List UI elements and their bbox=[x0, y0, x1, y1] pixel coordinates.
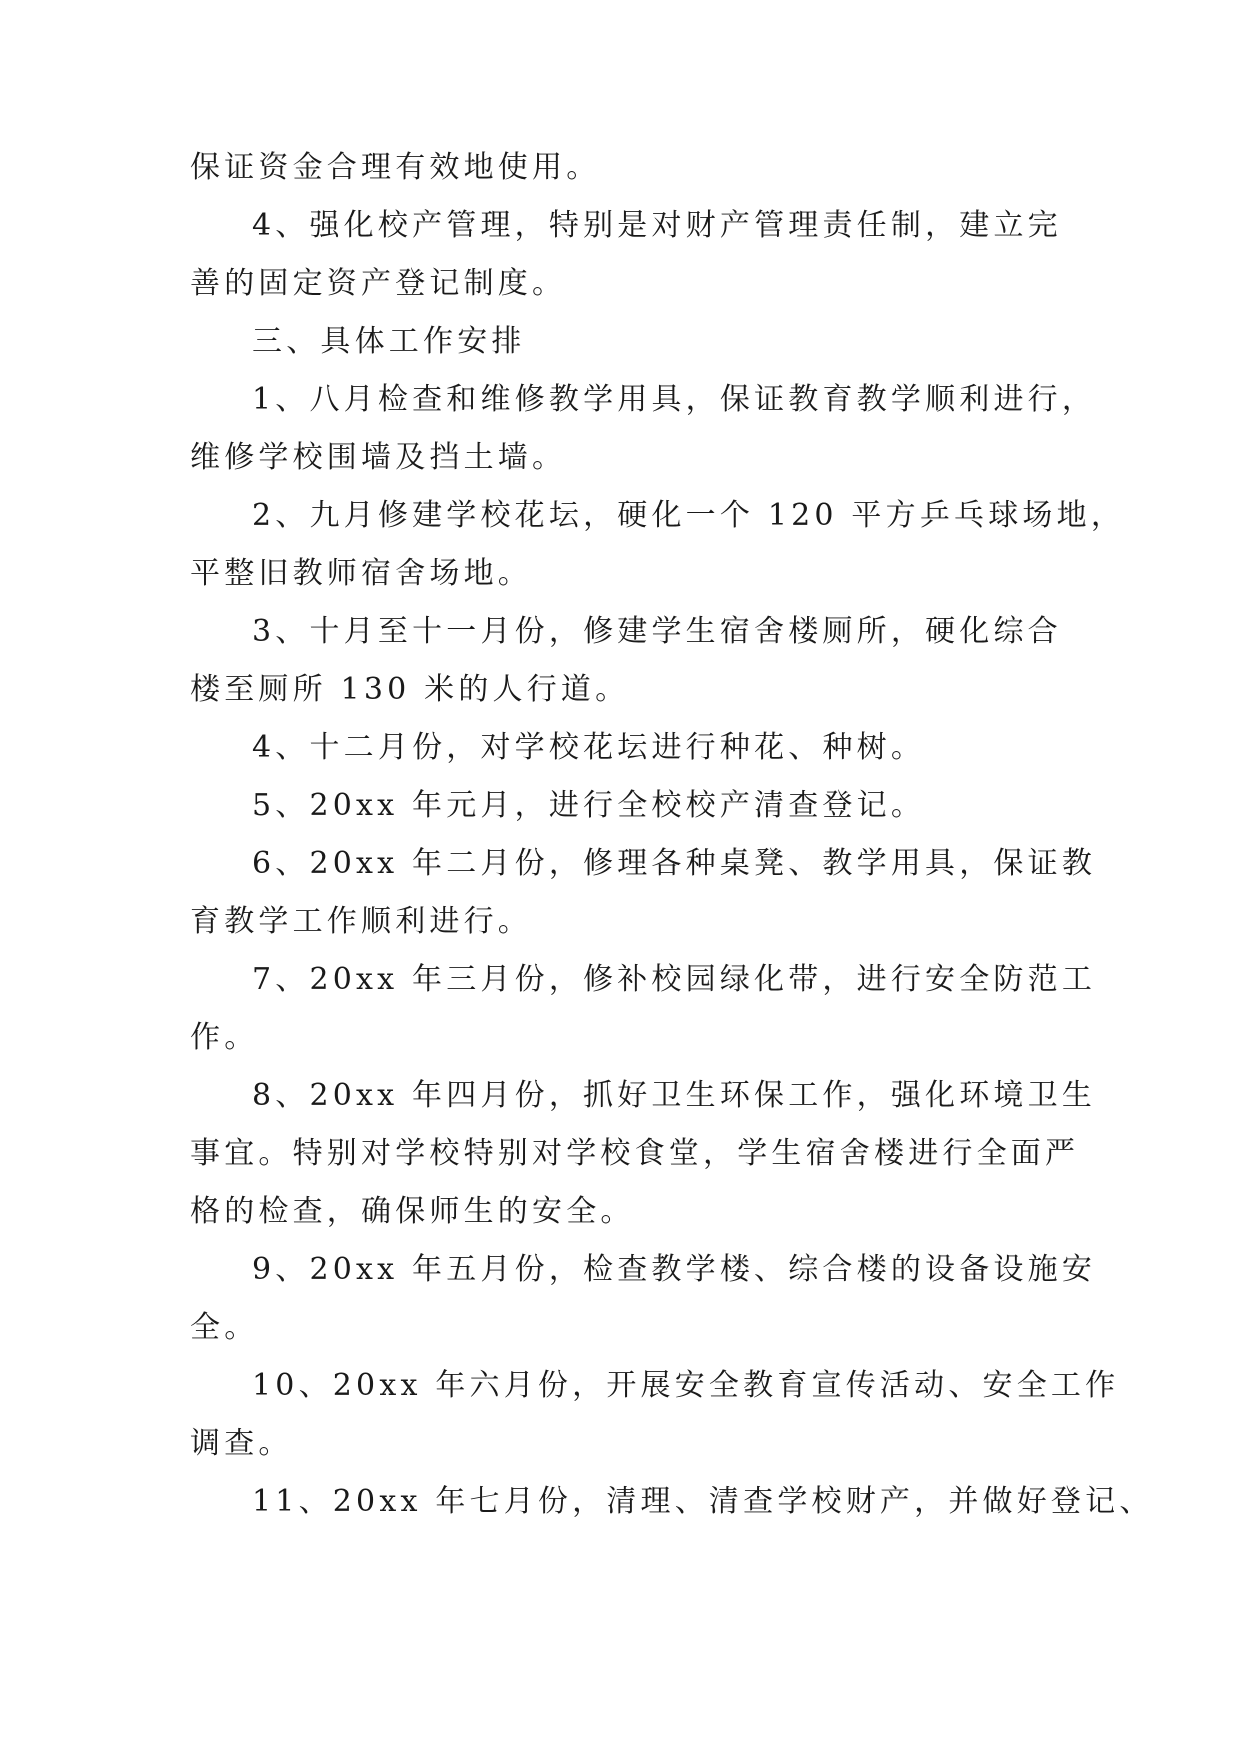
text-line: 维修学校围墙及挡土墙。 bbox=[190, 440, 567, 475]
text-line: 善的固定资产登记制度。 bbox=[190, 266, 567, 301]
text-line: 育教学工作顺利进行。 bbox=[190, 904, 532, 939]
text-line: 7、20xx 年三月份，修补校园绿化带，进行安全防范工 bbox=[252, 962, 1097, 997]
text-line: 4、强化校产管理，特别是对财产管理责任制，建立完 bbox=[252, 208, 1062, 243]
text-line: 1、八月检查和维修教学用具，保证教育教学顺利进行， bbox=[252, 382, 1097, 417]
text-line: 作。 bbox=[190, 1020, 259, 1055]
text-line: 4、十二月份，对学校花坛进行种花、种树。 bbox=[252, 730, 926, 765]
text-line: 格的检查，确保师生的安全。 bbox=[190, 1194, 635, 1229]
text-line: 6、20xx 年二月份，修理各种桌凳、教学用具，保证教 bbox=[252, 846, 1097, 881]
text-line: 10、20xx 年六月份，开展安全教育宣传活动、安全工作 bbox=[252, 1368, 1120, 1403]
section-heading: 三、具体工作安排 bbox=[252, 324, 526, 359]
text-line: 2、九月修建学校花坛，硬化一个 120 平方乒乓球场地， bbox=[252, 498, 1126, 533]
text-line: 保证资金合理有效地使用。 bbox=[190, 150, 601, 185]
text-line: 3、十月至十一月份，修建学生宿舍楼厕所，硬化综合 bbox=[252, 614, 1062, 649]
text-line: 8、20xx 年四月份，抓好卫生环保工作，强化环境卫生 bbox=[252, 1078, 1097, 1113]
text-line: 9、20xx 年五月份，检查教学楼、综合楼的设备设施安 bbox=[252, 1252, 1097, 1287]
text-line: 平整旧教师宿舍场地。 bbox=[190, 556, 532, 591]
text-line: 楼至厕所 130 米的人行道。 bbox=[190, 672, 630, 707]
text-line: 事宜。特别对学校特别对学校食堂，学生宿舍楼进行全面严 bbox=[190, 1136, 1080, 1171]
text-line: 5、20xx 年元月，进行全校校产清查登记。 bbox=[252, 788, 926, 823]
text-line: 11、20xx 年七月份，清理、清查学校财产，并做好登记、 bbox=[252, 1484, 1154, 1519]
text-line: 全。 bbox=[190, 1310, 259, 1345]
text-line: 调查。 bbox=[190, 1426, 293, 1461]
